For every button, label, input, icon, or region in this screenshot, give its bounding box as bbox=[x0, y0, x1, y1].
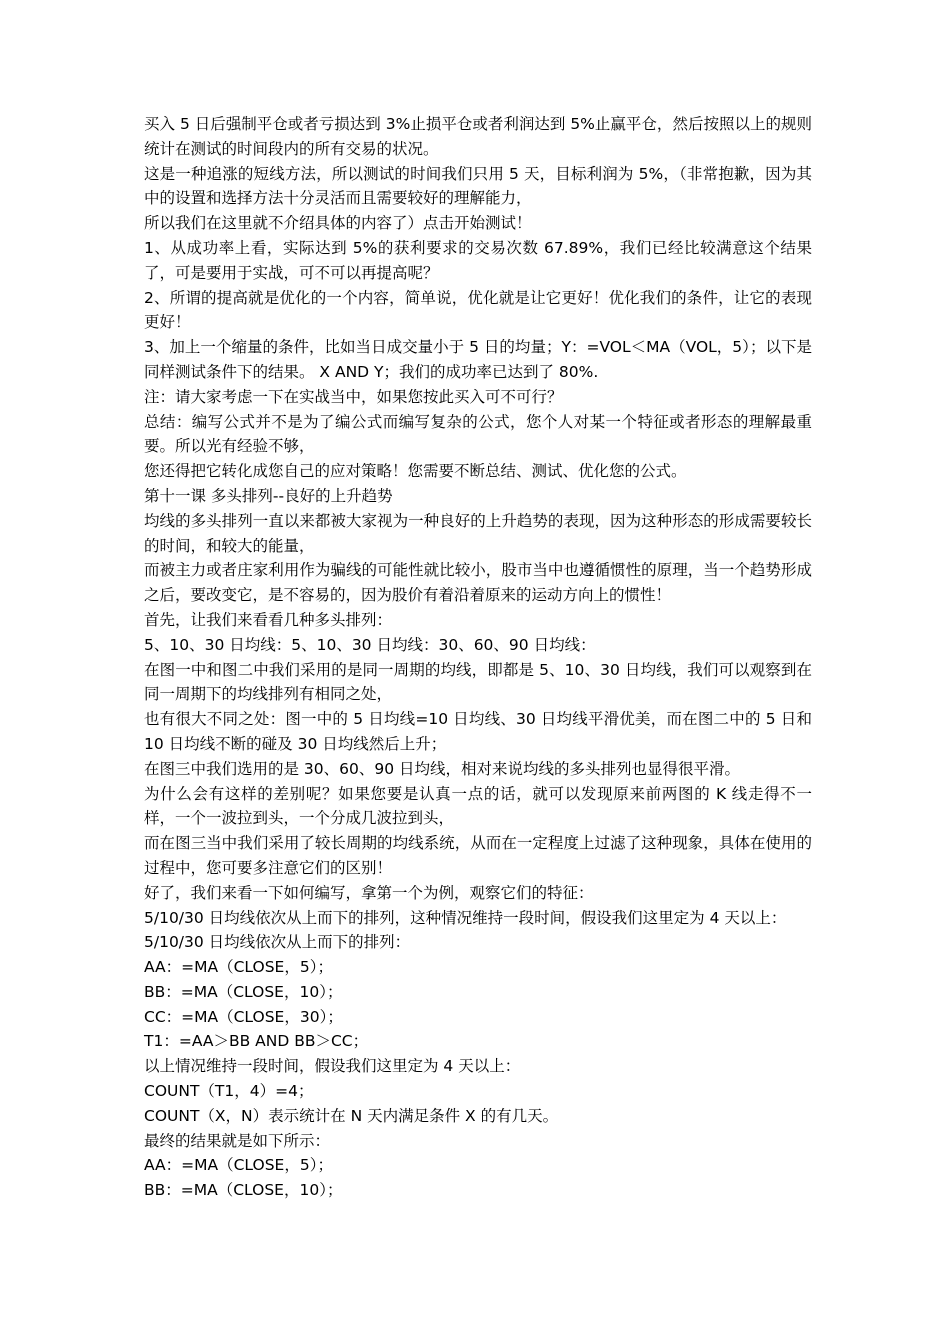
paragraph: 为什么会有这样的差别呢？如果您要是认真一点的话，就可以发现原来前两图的 K 线走得不一样，一个一波拉到头，一个分成几波拉到头， bbox=[144, 784, 812, 828]
paragraph: 5/10/30 日均线依次从上而下的排列，这种情况维持一段时间，假设我们这里定为 4 天以上： bbox=[144, 908, 787, 927]
paragraph: 在图一中和图二中我们采用的是同一周期的均线，即都是 5、10、30 日均线，我们可以观察到在同一周期下的均线排列有相同之处， bbox=[144, 660, 812, 704]
code-line: BB：=MA（CLOSE，10）； bbox=[144, 982, 343, 1001]
code-line: AA：=MA（CLOSE，5）； bbox=[144, 958, 333, 977]
paragraph: 首先，让我们来看看几种多头排列： bbox=[144, 610, 393, 629]
code-line: COUNT（T1，4）=4； bbox=[144, 1082, 314, 1101]
paragraph: 所以我们在这里就不介绍具体的内容了）点击开始测试！ bbox=[144, 214, 532, 233]
paragraph: 最终的结果就是如下所示： bbox=[144, 1131, 331, 1150]
paragraph: 注：请大家考虑一下在实战当中，如果您按此买入可不可行？ bbox=[144, 387, 563, 406]
paragraph: 也有很大不同之处：图一中的 5 日均线=10 日均线、30 日均线平滑优美，而在图二中的 5 日和 10 日均线不断的碰及 30 日均线然后上升； bbox=[144, 710, 812, 753]
paragraph: 以上情况维持一段时间，假设我们这里定为 4 天以上： bbox=[144, 1057, 521, 1076]
paragraph: 均线的多头排列一直以来都被大家视为一种良好的上升趋势的表现，因为这种形态的形成需要较长的时间，和较大的能量， bbox=[144, 511, 812, 555]
paragraph: 而在图三当中我们采用了较长周期的均线系统，从而在一定程度上过滤了这种现象，具体在使用的过程中，您可要多注意它们的区别！ bbox=[144, 834, 812, 877]
paragraph: 总结：编写公式并不是为了编公式而编写复杂的公式，您个人对某一个特征或者形态的理解最重要。所以光有经验不够， bbox=[144, 412, 812, 456]
code-line: T1：=AA＞BB AND BB＞CC； bbox=[144, 1032, 369, 1051]
paragraph: 而被主力或者庄家利用作为骗线的可能性就比较小，股市当中也遵循惯性的原理，当一个趋势形成之后，要改变它，是不容易的，因为股价有着沿着原来的运动方向上的惯性！ bbox=[144, 561, 812, 605]
paragraph: 在图三中我们选用的是 30、60、90 日均线，相对来说均线的多头排列也显得很平滑。 bbox=[144, 759, 741, 778]
code-line: CC：=MA（CLOSE，30）； bbox=[144, 1007, 343, 1026]
paragraph: 买入 5 日后强制平仓或者亏损达到 3%止损平仓或者利润达到 5%止赢平仓，然后按照以上的规则统计在测试的时间段内的所有交易的状况。 bbox=[144, 115, 812, 158]
paragraph: 1、从成功率上看，实际达到 5%的获利要求的交易次数 67.89%，我们已经比较满意这个结果了，可是要用于实战，可不可以再提高呢？ bbox=[144, 238, 812, 282]
paragraph: 好了，我们来看一下如何编写，拿第一个为例，观察它们的特征： bbox=[144, 883, 594, 902]
document-page bbox=[144, 112, 812, 1203]
paragraph: 5/10/30 日均线依次从上而下的排列： bbox=[144, 933, 411, 952]
code-line: AA：=MA（CLOSE，5）； bbox=[144, 1156, 333, 1175]
paragraph: 2、所谓的提高就是优化的一个内容，简单说，优化就是让它更好！优化我们的条件，让它的表现更好！ bbox=[144, 288, 812, 332]
paragraph: COUNT（X，N）表示统计在 N 天内满足条件 X 的有几天。 bbox=[144, 1106, 559, 1125]
code-line: BB：=MA（CLOSE，10）； bbox=[144, 1181, 343, 1200]
paragraph: 这是一种追涨的短线方法，所以测试的时间我们只用 5 天，目标利润为 5%，（非常抱歉，因为其中的设置和选择方法十分灵活而且需要较好的理解能力， bbox=[144, 164, 812, 208]
section-heading: 第十一课 多头排列--良好的上升趋势 bbox=[144, 486, 393, 505]
paragraph: 3、加上一个缩量的条件，比如当日成交量小于 5 日的均量；Y：=VOL＜MA（VOL，5）；以下是同样测试条件下的结果。 X AND Y；我们的成功率已达到了 80%. bbox=[144, 338, 812, 381]
paragraph: 您还得把它转化成您自己的应对策略！您需要不断总结、测试、优化您的公式。 bbox=[144, 462, 687, 481]
paragraph: 5、10、30 日均线：5、10、30 日均线：30、60、90 日均线： bbox=[144, 635, 596, 654]
